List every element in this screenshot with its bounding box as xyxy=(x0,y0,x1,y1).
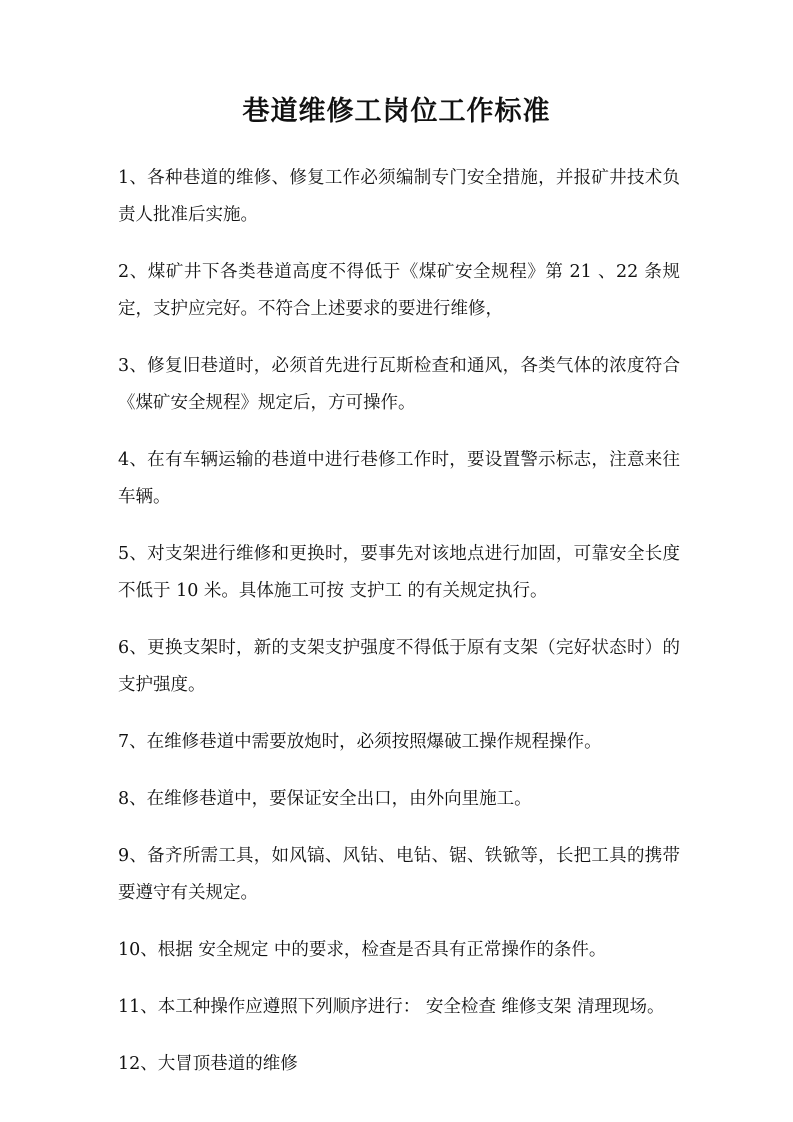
paragraph-item-12: 12、大冒顶巷道的维修 xyxy=(118,1054,298,1074)
paragraph-item-10: 10、根据 安全规定 中的要求，检查是否具有正常操作的条件。 xyxy=(118,940,607,960)
paragraph-item-6: 6、更换支架时，新的支架支护强度不得低于原有支架（完好状态时）的支护强度。 xyxy=(118,638,680,695)
document-title: 巷道维修工岗位工作标准 xyxy=(242,96,551,127)
paragraph-item-11: 11、本工种操作应遵照下列顺序进行： 安全检查 维修支架 清理现场。 xyxy=(118,997,665,1017)
paragraph-item-7: 7、在维修巷道中需要放炮时，必须按照爆破工操作规程操作。 xyxy=(118,732,602,752)
paragraph-item-8: 8、在维修巷道中，要保证安全出口，由外向里施工。 xyxy=(118,789,532,809)
paragraph-item-4: 4、在有车辆运输的巷道中进行巷修工作时，要设置警示标志，注意来往车辆。 xyxy=(118,450,680,507)
paragraph-item-2: 2、煤矿井下各类巷道高度不得低于《煤矿安全规程》第 21 、22 条规定，支护应完好。不符合上述要求的要进行维修， xyxy=(118,262,680,319)
paragraph-item-5: 5、对支架进行维修和更换时，要事先对该地点进行加固，可靠安全长度不低于 10 米。具体施工可按 支护工 的有关规定执行。 xyxy=(118,544,680,601)
document-body xyxy=(118,160,680,1103)
paragraph-item-3: 3、修复旧巷道时，必须首先进行瓦斯检查和通风，各类气体的浓度符合《煤矿安全规程》规定后，方可操作。 xyxy=(118,356,680,413)
paragraph-item-1: 1、各种巷道的维修、修复工作必须编制专门安全措施，并报矿井技术负责人批准后实施。 xyxy=(118,168,680,225)
paragraph-item-9: 9、备齐所需工具，如风镐、风钻、电钻、锯、铁锨等，长把工具的携带要遵守有关规定。 xyxy=(118,846,680,903)
